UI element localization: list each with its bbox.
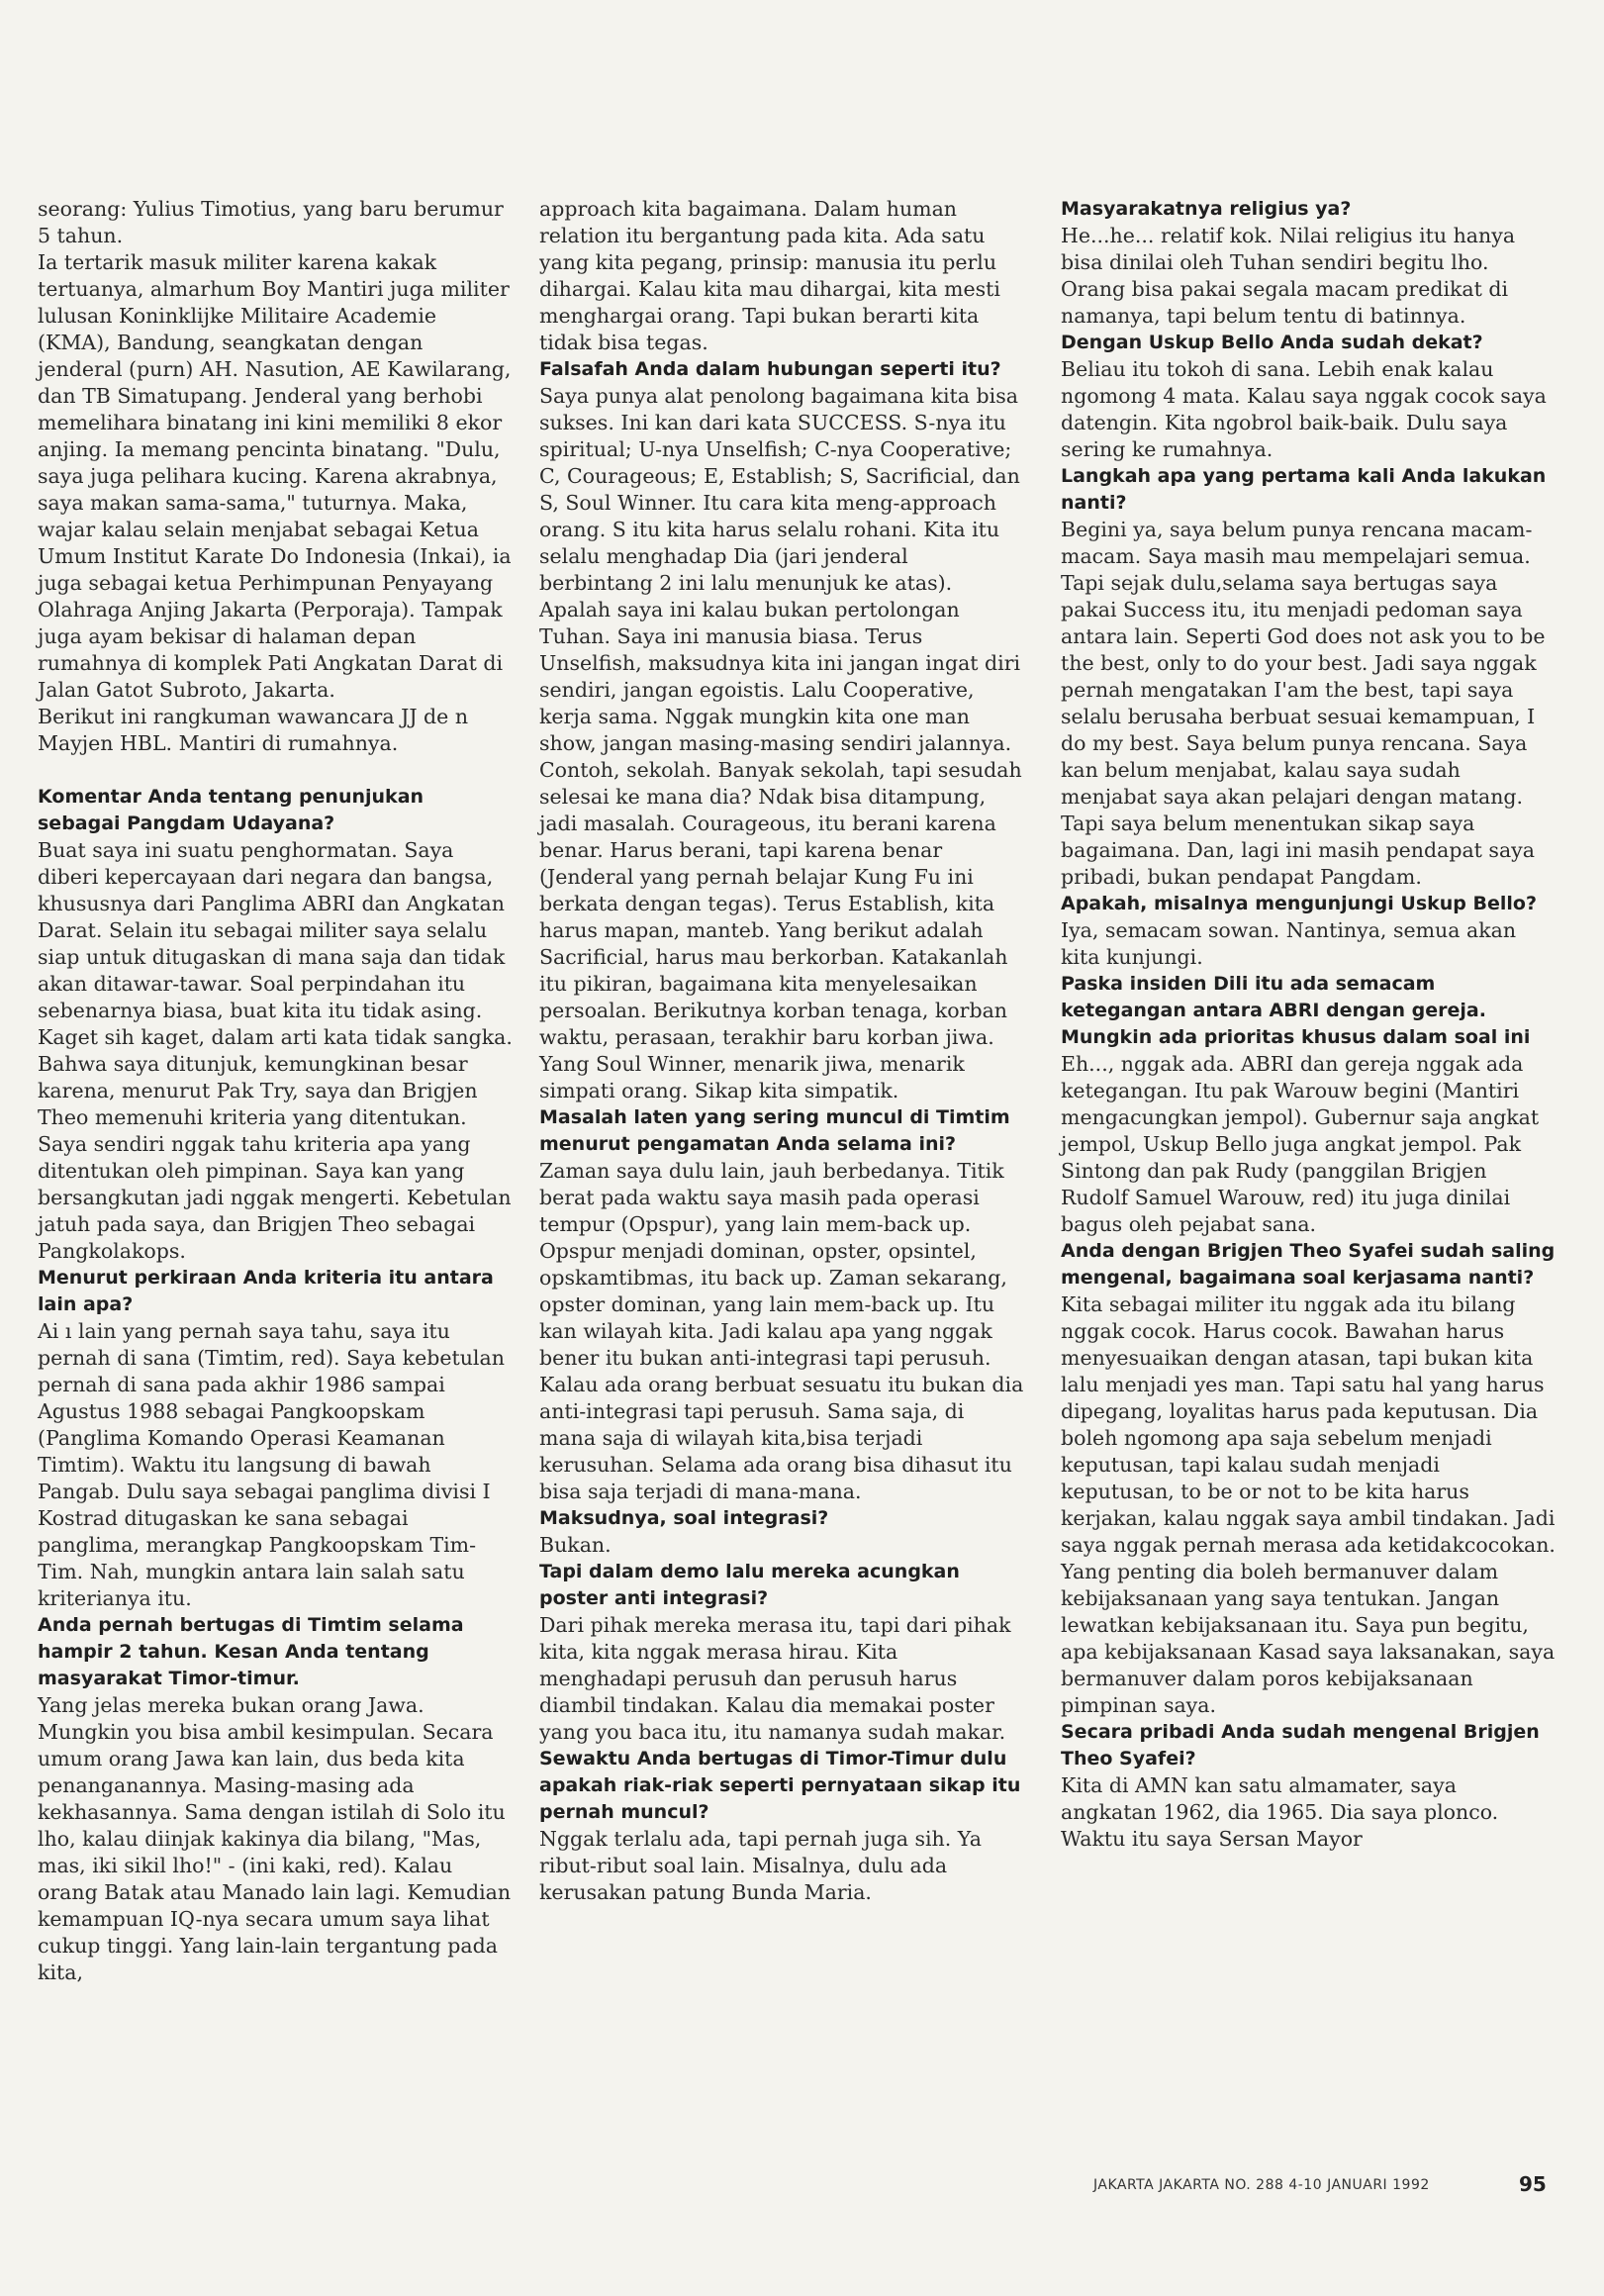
body-paragraph: Nggak terlalu ada, tapi pernah juga sih. Ya ribut-ribut soal lain. Misalnya, dulu ada kerusakan patung Bunda Maria.	[539, 1827, 982, 1904]
body-paragraph: Buat saya ini suatu penghormatan. Saya diberi kepercayaan dari negara dan bangsa, khususnya dari Panglima ABRI dan Angkatan Darat. Selain itu sebagai militer saya selalu siap untuk ditugaskan di mana saja dan tidak akan ditawar-tawar. Soal perpindahan itu sebenarnya biasa, buat kita itu tidak asing. Kaget sih kaget, dalam arti kata tidak sangka. Bahwa saya ditunjuk, kemungkinan besar karena, menurut Pak Try, saya dan Brigjen Theo memenuhi kriteria yang ditentukan. Saya sendiri nggak tahu kriteria apa yang ditentukan oleh pimpinan. Saya kan yang bersangkutan jadi nggak mengerti. Kebetulan jatuh pada saya, dan Brigjen Theo sebagai Pangkolakops.	[38, 838, 513, 1263]
interview-question: Maksudnya, soal integrasi?	[539, 1507, 829, 1529]
interview-question: Apakah, misalnya mengunjungi Uskup Bello?	[1061, 893, 1537, 914]
interview-question: Dengan Uskup Bello Anda sudah dekat?	[1061, 332, 1483, 353]
page-number: 95	[1519, 2172, 1547, 2196]
article-column-2	[539, 196, 1024, 1906]
interview-question: Sewaktu Anda bertugas di Timor-Timur dulu apakah riak-riak seperti pernyataan sikap itu pernah muncul?	[539, 1748, 1021, 1823]
body-paragraph: Saya punya alat penolong bagaimana kita bisa sukses. Ini kan dari kata SUCCESS. S-nya itu spiritual; U-nya Unselfish; C-nya Cooperative; C, Courageous; E, Establish; S, Sacrificial, dan S, Soul Winner. Itu cara kita meng-approach orang. S itu kita harus selalu rohani. Kita itu selalu menghadap Dia (jari jenderal berbintang 2 ini lalu menunjuk ke atas). Apalah saya ini kalau bukan pertolongan Tuhan. Saya ini manusia biasa. Terus Unselfish, maksudnya kita ini jangan ingat diri sendiri, jangan egoistis. Lalu Cooperative, kerja sama. Nggak mungkin kita one man show, jangan masing-masing sendiri jalannya. Contoh, sekolah. Banyak sekolah, tapi sesudah selesai ke mana dia? Ndak bisa ditampung, jadi masalah. Courageous, itu berani karena benar. Harus berani, tapi karena benar (Jenderal yang pernah belajar Kung Fu ini berkata dengan tegas). Terus Establish, kita harus mapan, manteb. Yang berikut adalah Sacrificial, harus mau berkorban. Katakanlah itu pikiran, bagaimana kita menyelesaikan persoalan. Berikutnya korban tenaga, korban waktu, perasaan, terakhir baru korban jiwa. Yang Soul Winner, menarik jiwa, menarik simpati orang. Sikap kita simpatik.	[539, 384, 1022, 1102]
interview-question: Anda dengan Brigjen Theo Syafei sudah saling mengenal, bagaimana soal kerjasama nanti?	[1061, 1240, 1556, 1289]
interview-question: Masalah laten yang sering muncul di Timtim menurut pengamatan Anda selama ini?	[539, 1106, 1010, 1155]
body-paragraph: Zaman saya dulu lain, jauh berbedanya. Titik berat pada waktu saya masih pada operasi tempur (Opspur), yang lain mem-back up. Opspur menjadi dominan, opster, opsintel, opskamtibmas, itu back up. Zaman sekarang, opster dominan, yang lain mem-back up. Itu kan wilayah kita. Jadi kalau apa yang nggak bener itu bukan anti-integrasi tapi perusuh. Kalau ada orang berbuat sesuatu itu bukan dia anti-integrasi tapi perusuh. Sama saja, di mana saja di wilayah kita,bisa terjadi kerusuhan. Selama ada orang bisa dihasut itu bisa saja terjadi di mana-mana.	[539, 1159, 1024, 1503]
body-paragraph: Yang jelas mereka bukan orang Jawa. Mungkin you bisa ambil kesimpulan. Secara umum orang Jawa kan lain, dus beda kita penanganannya. Masing-masing ada kekhasannya. Sama dengan istilah di Solo itu lho, kalau diinjak kakinya dia bilang, "Mas, mas, iki sikil lho!" - (ini kaki, red). Kalau orang Batak atau Manado lain lagi. Kemudian kemampuan IQ-nya secara umum saya lihat cukup tinggi. Yang lain-lain tergantung pada kita,	[38, 1693, 512, 1984]
interview-question: Komentar Anda tentang penunjukan sebagai Pangdam Udayana?	[38, 786, 425, 834]
interview-question: Paska insiden Dili itu ada semacam ketegangan antara ABRI dengan gereja. Mungkin ada prioritas khusus dalam soal ini	[1061, 973, 1531, 1048]
paragraph-spacer	[38, 757, 513, 784]
article-column-1	[38, 196, 513, 1986]
body-paragraph: Ai ı lain yang pernah saya tahu, saya itu pernah di sana (Timtim, red). Saya kebetulan pernah di sana pada akhir 1986 sampai Agustus 1988 sebagai Pangkoopskam (Panglima Komando Operasi Keamanan Timtim). Waktu itu langsung di bawah Pangab. Dulu saya sebagai panglima divisi I Kostrad ditugaskan ke sana sebagai panglima, merangkap Pangkoopskam Tim-Tim. Nah, mungkin antara lain salah satu kriterianya itu.	[38, 1319, 505, 1610]
body-paragraph: Begini ya, saya belum punya rencana macam-macam. Saya masih mau mempelajari semua. Tapi sejak dulu,selama saya bertugas saya pakai Success itu, itu menjadi pedoman saya antara lain. Seperti God does not ask you to be the best, only to do your best. Jadi saya nggak pernah mengatakan I'am the best, tapi saya selalu berusaha berbuat sesuai kemampuan, I do my best. Saya belum punya rencana. Saya kan belum menjabat, kalau saya sudah menjabat saya akan pelajari dengan matang. Tapi saya belum menentukan sikap saya bagaimana. Dan, lagi ini masih pendapat saya pribadi, bukan pendapat Pangdam.	[1061, 518, 1546, 889]
body-paragraph: Ia tertarik masuk militer karena kakak tertuanya, almarhum Boy Mantiri juga militer lulusan Koninklijke Militaire Academie (KMA), Bandung, seangkatan dengan jenderal (purn) AH. Nasution, AE Kawilarang, dan TB Simatupang. Jenderal yang berhobi memelihara binatang ini kini memiliki 8 ekor anjing. Ia memang pencinta binatang. "Dulu, saya juga pelihara kucing. Karena akrabnya, saya makan sama-sama," tuturnya. Maka, wajar kalau selain menjabat sebagai Ketua Umum Institut Karate Do Indonesia (Inkai), ia juga sebagai ketua Perhimpunan Penyayang Olahraga Anjing Jakarta (Perporaja). Tampak juga ayam bekisar di halaman depan rumahnya di komplek Pati Angkatan Darat di Jalan Gatot Subroto, Jakarta.	[38, 250, 512, 702]
body-paragraph: He...he... relatif kok. Nilai religius itu hanya bisa dinilai oleh Tuhan sendiri begitu lho. Orang bisa pakai segala macam predikat di namanya, tapi belum tentu di batinnya.	[1061, 224, 1516, 328]
interview-question: Anda pernah bertugas di Timtim selama hampir 2 tahun. Kesan Anda tentang masyarakat Timor-timur.	[38, 1614, 464, 1689]
body-paragraph: Dari pihak mereka merasa itu, tapi dari pihak kita, kita nggak merasa hirau. Kita menghadapi perusuh dan perusuh harus diambil tindakan. Kalau dia memakai poster yang you baca itu, itu namanya sudah makar.	[539, 1613, 1011, 1744]
body-paragraph: Iya, semacam sowan. Nantinya, semua akan kita kunjungi.	[1061, 918, 1517, 969]
interview-question: Masyarakatnya religius ya?	[1061, 198, 1352, 220]
magazine-footer: JAKARTA JAKARTA NO. 288 4-10 JANUARI 1992	[1093, 2177, 1430, 2193]
body-paragraph: Berikut ini rangkuman wawancara JJ de n Mayjen HBL. Mantiri di rumahnya.	[38, 705, 469, 755]
body-paragraph: Eh..., nggak ada. ABRI dan gereja nggak ada ketegangan. Itu pak Warouw begini (Mantiri mengacungkan jempol). Gubernur saja angkat jempol, Uskup Bello juga angkat jempol. Pak Sintong dan pak Rudy (panggilan Brigjen Rudolf Samuel Warouw, red) itu juga dinilai bagus oleh pejabat sana.	[1061, 1052, 1540, 1236]
interview-question: Tapi dalam demo lalu mereka acungkan poster anti integrasi?	[539, 1561, 960, 1609]
body-paragraph: approach kita bagaimana. Dalam human relation itu bergantung pada kita. Ada satu yang kita pegang, prinsip: manusia itu perlu dihargai. Kalau kita mau dihargai, kita mesti menghargai orang. Tapi bukan berarti kita tidak bisa tegas.	[539, 197, 1000, 354]
body-paragraph: Bukan.	[539, 1533, 612, 1557]
body-paragraph: seorang: Yulius Timotius, yang baru berumur 5 tahun.	[38, 197, 504, 247]
body-paragraph: Beliau itu tokoh di sana. Lebih enak kalau ngomong 4 mata. Kalau saya nggak cocok saya datengin. Kita ngobrol baik-baik. Dulu saya sering ke rumahnya.	[1061, 357, 1547, 461]
body-paragraph: Kita sebagai militer itu nggak ada itu bilang nggak cocok. Harus cocok. Bawahan harus menyesuaikan dengan atasan, tapi bukan kita lalu menjadi yes man. Tapi satu hal yang harus dipegang, loyalitas harus pada keputusan. Dia boleh ngomong apa saja sebelum menjadi keputusan, tapi kalau sudah menjadi keputusan, to be or not to be kita harus kerjakan, kalau nggak saya ambil tindakan. Jadi saya nggak pernah merasa ada ketidakcocokan. Yang penting dia boleh bermanuver dalam kebijaksanaan yang saya tentukan. Jangan lewatkan kebijaksanaan itu. Saya pun begitu, apa kebijaksanaan Kasad saya laksanakan, saya bermanuver dalam poros kebijaksanaan pimpinan saya.	[1061, 1292, 1556, 1717]
body-paragraph: Kita di AMN kan satu almamater, saya angkatan 1962, dia 1965. Dia saya plonco. Waktu itu saya Sersan Mayor	[1061, 1773, 1499, 1851]
interview-question: Falsafah Anda dalam hubungan seperti itu?	[539, 358, 1001, 380]
article-column-3	[1061, 196, 1556, 1853]
interview-question: Secara pribadi Anda sudah mengenal Brigjen Theo Syafei?	[1061, 1721, 1540, 1770]
interview-question: Langkah apa yang pertama kali Anda lakukan nanti?	[1061, 465, 1547, 514]
interview-question: Menurut perkiraan Anda kriteria itu antara lain apa?	[38, 1267, 494, 1315]
